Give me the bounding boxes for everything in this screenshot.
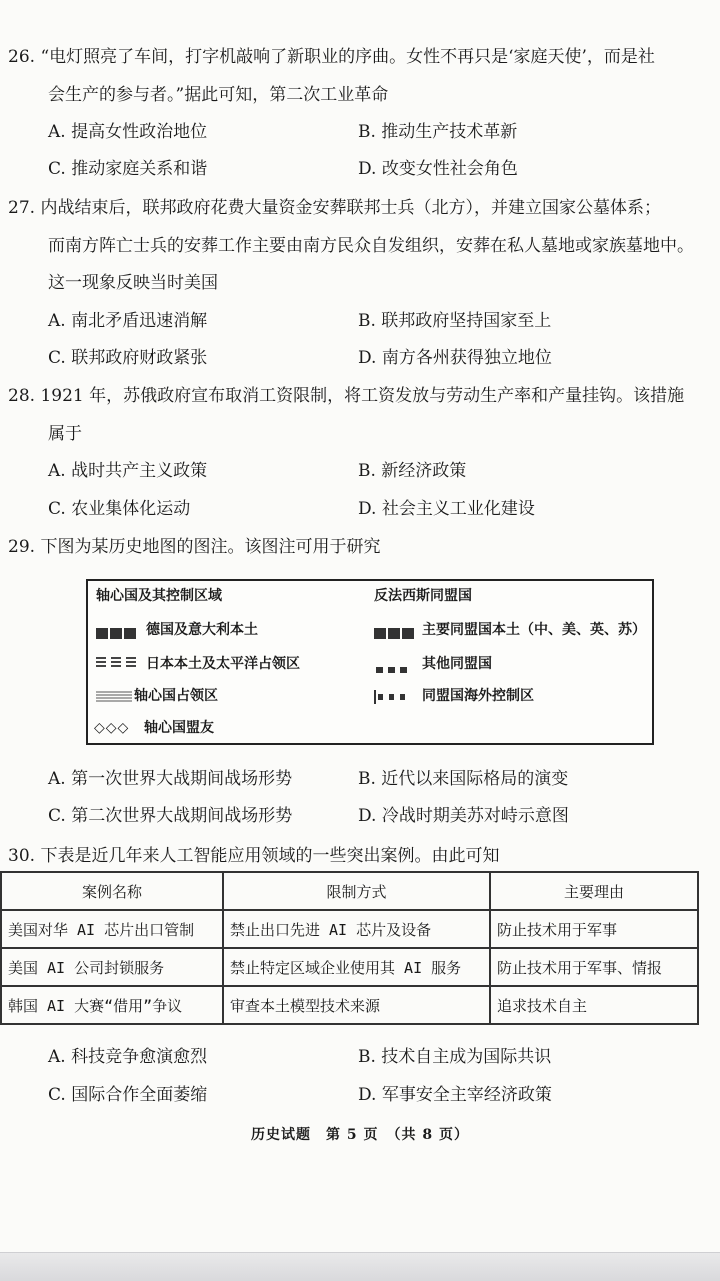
q26-option-b: B. 推动生产技术革新 — [358, 122, 518, 142]
q30-stem-line1: 30. 下表是近几年来人工智能应用领域的一些突出案例。由此可知 — [8, 846, 500, 866]
q29-option-b: B. 近代以来国际格局的演变 — [358, 769, 569, 789]
q27-stem-line1: 27. 内战结束后，联邦政府花费大量资金安葬联邦士兵（北方），并建立国家公墓体系； — [8, 198, 661, 218]
q26-stem-line1: 26. “电灯照亮了车间，打字机敲响了新职业的序曲。女性不再只是‘家庭天使’，而是社 — [8, 47, 655, 67]
table-cell: 追求技术自主 — [490, 986, 698, 1024]
solid-blocks-icon — [96, 624, 138, 643]
q28-stem-line1: 28. 1921 年，苏俄政府宣布取消工资限制，将工资发放与劳动生产率和产量挂钩。该措施 — [8, 386, 685, 406]
q26-option-a: A. 提高女性政治地位 — [48, 122, 208, 142]
table-header-row — [1, 872, 698, 910]
q30-option-a: A. 科技竞争愈演愈烈 — [48, 1047, 208, 1067]
striped-blocks-icon — [96, 655, 140, 674]
table-cell: 韩国 AI 大赛“借用”争议 — [1, 986, 223, 1024]
hatched-band-icon — [96, 689, 134, 708]
q30-option-b: B. 技术自主成为国际共识 — [358, 1047, 552, 1067]
table-row — [1, 986, 698, 1024]
legend-other-allies: 其他同盟国 — [422, 656, 492, 672]
legend-axis-allies: 轴心国盟友 — [144, 720, 214, 736]
q30-option-d: D. 军事安全主宰经济政策 — [358, 1085, 552, 1105]
q30-option-c: C. 国际合作全面萎缩 — [48, 1085, 208, 1105]
table-header-reason: 主要理由 — [490, 872, 698, 910]
q27-option-b: B. 联邦政府坚持国家至上 — [358, 311, 552, 331]
table-cell: 禁止特定区域企业使用其 AI 服务 — [223, 948, 490, 986]
overseas-marker-icon — [374, 689, 410, 708]
q28-stem-line2: 属于 — [48, 424, 82, 444]
q26-option-c: C. 推动家庭关系和谐 — [48, 159, 208, 179]
q26-option-d: D. 改变女性社会角色 — [358, 159, 518, 179]
q29-option-c: C. 第二次世界大战期间战场形势 — [48, 806, 293, 826]
q29-option-d: D. 冷战时期美苏对峙示意图 — [358, 806, 569, 826]
q28-option-b: B. 新经济政策 — [358, 461, 467, 481]
page-footer: 历史试题 第 5 页 （共 8 页） — [251, 1127, 469, 1143]
q28-option-d: D. 社会主义工业化建设 — [358, 499, 535, 519]
q27-option-d: D. 南方各州获得独立地位 — [358, 348, 552, 368]
diamonds-icon: ◇◇◇ — [94, 720, 130, 736]
table-row — [1, 910, 698, 948]
legend-axis-occupied: 轴心国占领区 — [134, 688, 218, 704]
table-cell: 美国对华 AI 芯片出口管制 — [1, 910, 223, 948]
table-header-method: 限制方式 — [223, 872, 490, 910]
legend-left-title: 轴心国及其控制区域 — [96, 588, 222, 604]
table-cell: 防止技术用于军事 — [490, 910, 698, 948]
small-blocks-icon — [376, 658, 412, 677]
q28-option-a: A. 战时共产主义政策 — [48, 461, 208, 481]
q27-option-c: C. 联邦政府财政紧张 — [48, 348, 208, 368]
q27-stem-line2: 而南方阵亡士兵的安葬工作主要由南方民众自发组织，安葬在私人墓地或家族墓地中。 — [48, 236, 694, 256]
table-cell: 防止技术用于军事、情报 — [490, 948, 698, 986]
table-cell: 审查本土模型技术来源 — [223, 986, 490, 1024]
map-legend-box — [86, 579, 654, 745]
q26-stem-line2: 会生产的参与者。”据此可知，第二次工业革命 — [48, 85, 389, 105]
table-cell: 禁止出口先进 AI 芯片及设备 — [223, 910, 490, 948]
screen-bottom-edge — [0, 1252, 720, 1281]
legend-japan-pacific: 日本本土及太平洋占领区 — [146, 656, 300, 672]
q29-stem-line1: 29. 下图为某历史地图的图注。该图注可用于研究 — [8, 537, 381, 557]
q28-option-c: C. 农业集体化运动 — [48, 499, 191, 519]
table-header-case: 案例名称 — [1, 872, 223, 910]
table-row — [1, 948, 698, 986]
q29-option-a: A. 第一次世界大战期间战场形势 — [48, 769, 293, 789]
legend-major-allies: 主要同盟国本土（中、美、英、苏） — [422, 622, 646, 638]
solid-blocks-icon — [374, 624, 416, 643]
q27-stem-line3: 这一现象反映当时美国 — [48, 273, 218, 293]
legend-germany-italy: 德国及意大利本土 — [146, 622, 258, 638]
legend-allied-overseas: 同盟国海外控制区 — [422, 688, 534, 704]
table-cell: 美国 AI 公司封锁服务 — [1, 948, 223, 986]
q27-option-a: A. 南北矛盾迅速消解 — [48, 311, 208, 331]
ai-cases-table — [0, 871, 699, 1025]
legend-right-title: 反法西斯同盟国 — [374, 588, 472, 604]
